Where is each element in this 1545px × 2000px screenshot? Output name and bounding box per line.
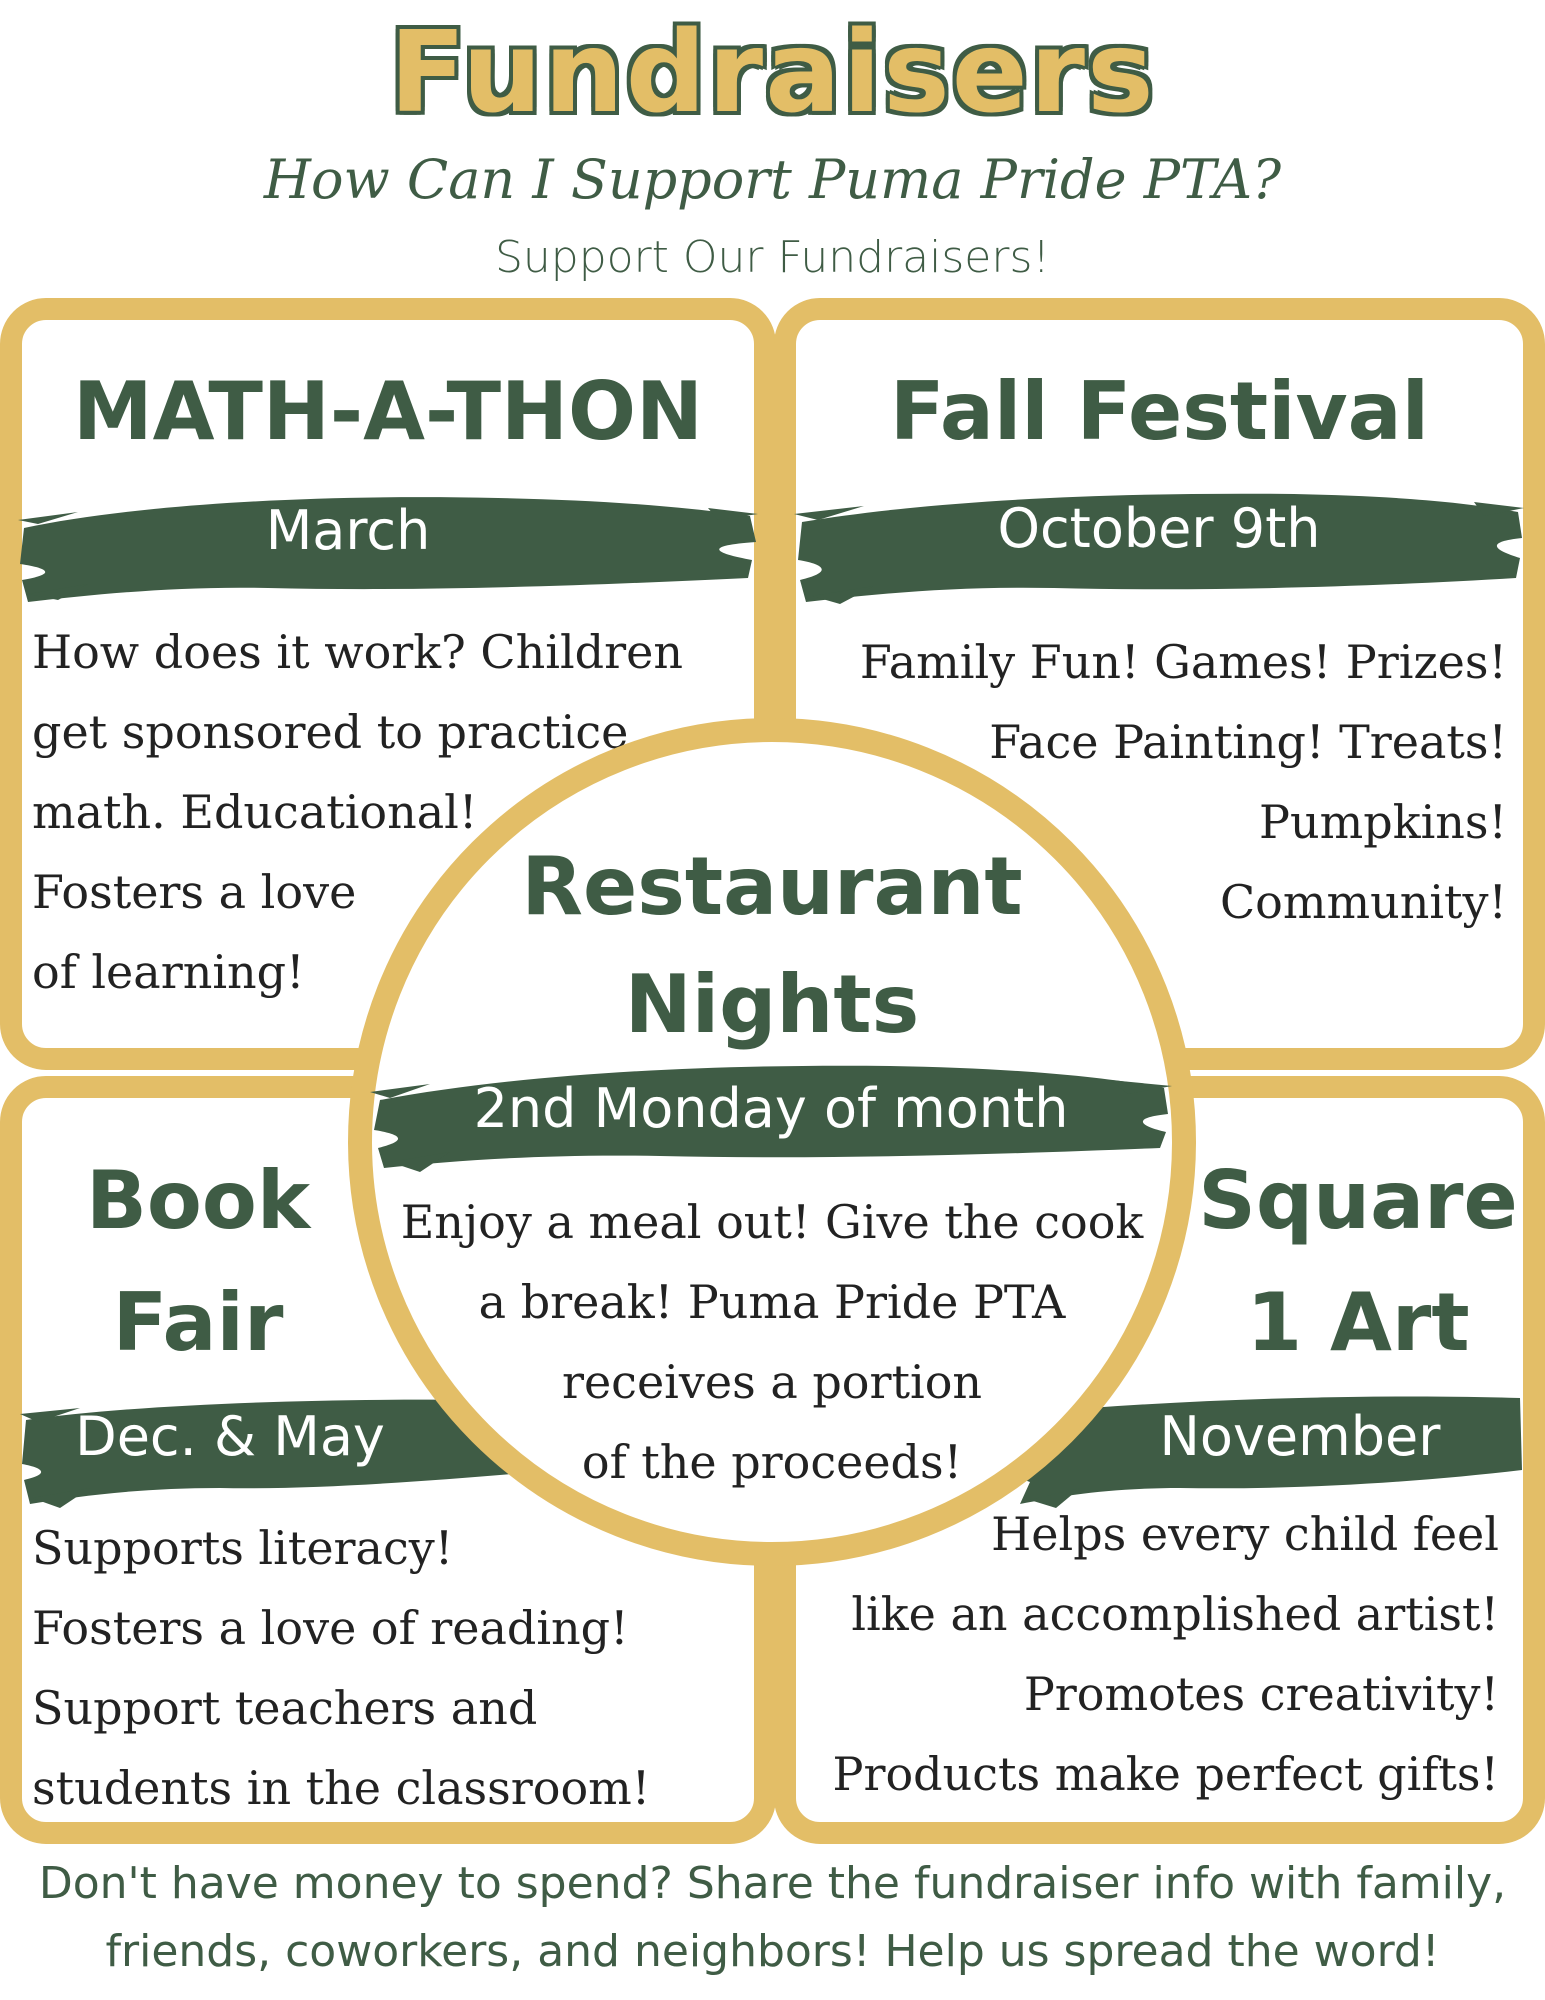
text-line: of learning! — [32, 945, 305, 999]
text-line: Helps every child feel — [991, 1507, 1499, 1561]
page-title: Fundraisers — [389, 8, 1156, 138]
restaurant-nights-description — [348, 1182, 1196, 1502]
math-a-thon-title: MATH-A-THON — [73, 365, 703, 458]
book-fair-title-line: Fair — [112, 1276, 284, 1369]
text-line: How does it work? Children — [32, 625, 683, 679]
text-line: a break! Puma Pride PTA — [478, 1275, 1066, 1329]
restaurant-nights-title-line: Nights — [624, 958, 920, 1051]
square-1-art-date: November — [1159, 1405, 1441, 1468]
restaurant-nights-date: 2nd Monday of month — [473, 1077, 1069, 1140]
text-line: Support teachers and — [32, 1681, 538, 1735]
text-line: like an accomplished artist! — [851, 1587, 1499, 1641]
footer-message — [0, 1850, 1545, 1986]
text-line: Face Painting! Treats! — [989, 715, 1507, 769]
text-line: students in the classroom! — [32, 1761, 651, 1815]
text-line: get sponsored to practice — [32, 705, 629, 759]
text-line: Promotes creativity! — [1023, 1667, 1499, 1721]
text-line: Fosters a love — [32, 865, 357, 919]
fall-festival-date: October 9th — [997, 497, 1321, 560]
fall-festival-title: Fall Festival — [889, 365, 1430, 458]
book-fair-title — [0, 1140, 396, 1384]
text-line: Enjoy a meal out! Give the cook — [400, 1195, 1144, 1249]
text-line: Fosters a love of reading! — [32, 1601, 629, 1655]
footer-line: Don't have money to spend? Share the fundraiser info with family, — [38, 1858, 1507, 1909]
text-line: Supports literacy! — [32, 1521, 454, 1575]
page-subtitle: How Can I Support Puma Pride PTA? — [263, 148, 1282, 211]
text-line: math. Educational! — [32, 785, 478, 839]
text-line: Community! — [1219, 875, 1507, 929]
footer-line: friends, coworkers, and neighbors! Help us spread the word! — [105, 1926, 1440, 1977]
book-fair-description — [32, 1508, 650, 1828]
page-tagline: Support Our Fundraisers! — [494, 232, 1051, 283]
text-line: Pumpkins! — [1259, 795, 1507, 849]
text-line: Family Fun! Games! Prizes! — [859, 635, 1507, 689]
restaurant-nights-title-line: Restaurant — [521, 840, 1023, 933]
restaurant-nights-title — [348, 828, 1196, 1064]
book-fair-date: Dec. & May — [75, 1405, 385, 1468]
text-line: of the proceeds! — [581, 1435, 963, 1489]
text-line: receives a portion — [561, 1355, 983, 1409]
square-1-art-title-line: Square — [1198, 1154, 1518, 1247]
square-1-art-title — [1190, 1140, 1526, 1384]
math-a-thon-date: March — [265, 499, 431, 562]
book-fair-title-line: Book — [85, 1154, 311, 1247]
square-1-art-title-line: 1 Art — [1246, 1276, 1470, 1369]
text-line: Products make perfect gifts! — [832, 1747, 1499, 1801]
